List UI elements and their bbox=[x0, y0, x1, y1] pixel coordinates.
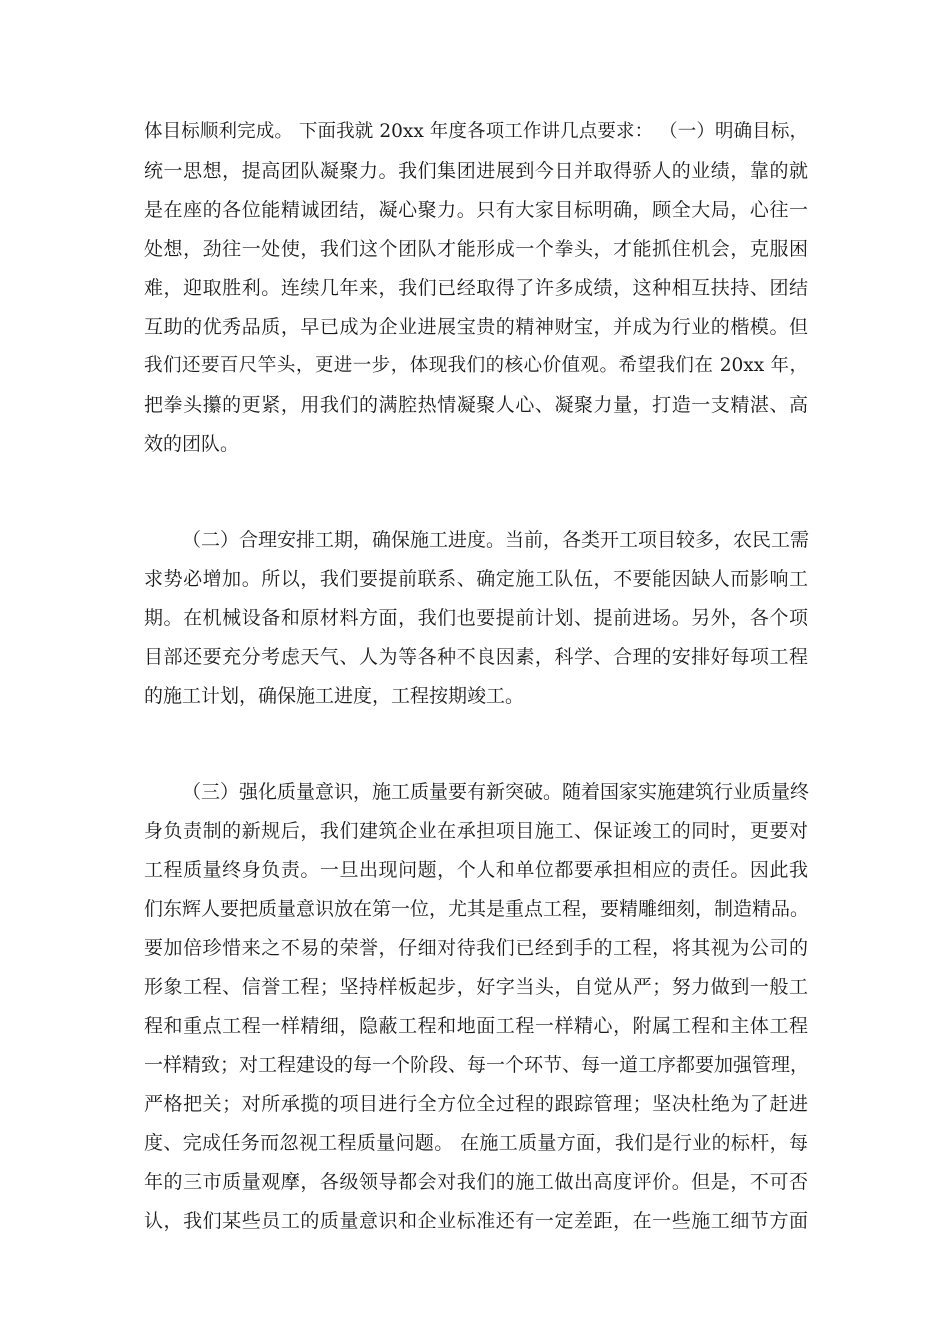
paragraph-3-line-12: 认，我们某些员工的质量意识和企业标准还有一定差距，在一些施工细节方面 bbox=[144, 1210, 808, 1232]
paragraph-1-line-6: 互助的优秀品质，早已成为企业进展宝贵的精神财宝，并成为行业的楷模。但 bbox=[144, 316, 808, 338]
paragraph-3-line-3: 工程质量终身负责。一旦出现问题，个人和单位都要承担相应的责任。因此我 bbox=[144, 859, 808, 881]
paragraph-2-line-4: 目部还要充分考虑天气、人为等各种不良因素，科学、合理的安排好每项工程 bbox=[144, 646, 808, 668]
paragraph-3-line-4: 们东辉人要把质量意识放在第一位，尤其是重点工程，要精雕细刻，制造精品。 bbox=[144, 898, 810, 920]
paragraph-3-line-9: 严格把关；对所承揽的项目进行全方位全过程的跟踪管理；坚决杜绝为了赶进 bbox=[144, 1093, 808, 1115]
paragraph-1-line-9: 效的团队。 bbox=[144, 433, 240, 455]
paragraph-3-line-6: 形象工程、信誉工程；坚持样板起步，好字当头，自觉从严；努力做到一般工 bbox=[144, 976, 808, 998]
paragraph-1-line-8: 把拳头攥的更紧，用我们的满腔热情凝聚人心、凝聚力量，打造一支精湛、高 bbox=[144, 394, 808, 416]
paragraph-2-line-5: 的施工计划，确保施工进度，工程按期竣工。 bbox=[144, 685, 525, 707]
paragraph-3-line-5: 要加倍珍惜来之不易的荣誉，仔细对待我们已经到手的工程，将其视为公司的 bbox=[144, 937, 808, 959]
paragraph-1-line-5: 难，迎取胜利。连续几年来，我们已经取得了许多成绩，这种相互扶持、团结 bbox=[144, 277, 808, 299]
paragraph-3-line-1: （三）强化质量意识，施工质量要有新突破。随着国家实施建筑行业质量终 bbox=[182, 781, 810, 803]
paragraph-2-line-1: （二）合理安排工期，确保施工进度。当前，各类开工项目较多，农民工需 bbox=[182, 529, 810, 551]
paragraph-1-line-3: 是在座的各位能精诚团结，凝心聚力。只有大家目标明确，顾全大局，心往一 bbox=[144, 199, 808, 221]
paragraph-2-line-2: 求势必增加。所以，我们要提前联系、确定施工队伍，不要能因缺人而影响工 bbox=[144, 568, 808, 590]
paragraph-3-line-8: 一样精致；对工程建设的每一个阶段、每一个环节、每一道工序都要加强管理， bbox=[144, 1054, 810, 1076]
paragraph-3-line-7: 程和重点工程一样精细，隐蔽工程和地面工程一样精心，附属工程和主体工程 bbox=[144, 1015, 808, 1037]
paragraph-1-line-1: 体目标顺利完成。 下面我就 20xx 年度各项工作讲几点要求： （一）明确目标， bbox=[144, 121, 808, 142]
paragraph-3-line-10: 度、完成任务而忽视工程质量问题。 在施工质量方面，我们是行业的标杆，每 bbox=[144, 1132, 808, 1154]
paragraph-1-line-2: 统一思想，提高团队凝聚力。我们集团进展到今日并取得骄人的业绩，靠的就 bbox=[144, 160, 808, 182]
paragraph-3-line-2: 身负责制的新规后，我们建筑企业在承担项目施工、保证竣工的同时，更要对 bbox=[144, 820, 808, 842]
paragraph-1-line-7: 我们还要百尺竿头，更进一步，体现我们的核心价值观。希望我们在 20xx 年， bbox=[144, 355, 808, 376]
paragraph-2-line-3: 期。在机械设备和原材料方面，我们也要提前计划、提前进场。另外，各个项 bbox=[144, 607, 808, 629]
paragraph-1-line-4: 处想，劲往一处使，我们这个团队才能形成一个拳头，才能抓住机会，克服困 bbox=[144, 238, 808, 260]
paragraph-3-line-11: 年的三市质量观摩，各级领导都会对我们的施工做出高度评价。但是，不可否 bbox=[144, 1171, 808, 1193]
